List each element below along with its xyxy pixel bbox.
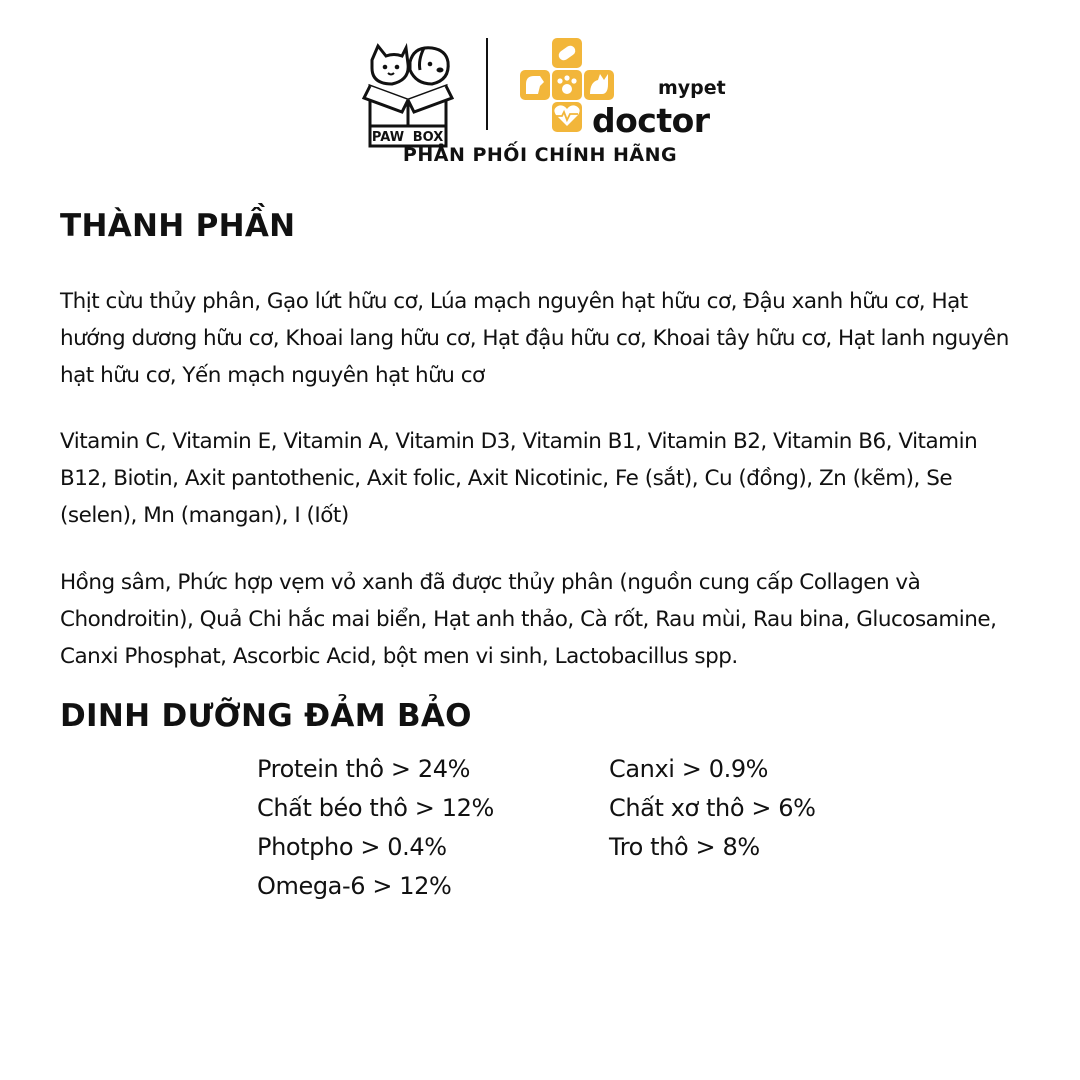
nutrition-item: Chất béo thô > 12% [257,794,494,822]
ingredients-heading: THÀNH PHẦN [60,208,296,244]
nutrition-item: Canxi > 0.9% [609,755,769,783]
pawbox-logo-word-box: BOX [412,130,444,145]
nutrition-item: Photpho > 0.4% [257,833,447,861]
nutrition-item: Protein thô > 24% [257,755,470,783]
distributor-label: PHÂN PHỐI CHÍNH HÃNG [402,144,678,166]
ingredients-paragraph-supplements: Hồng sâm, Phức hợp vẹm vỏ xanh đã được thủy phân (nguồn cung cấp Collagen và Chondroitin), Quả Chi hắc mai biển, Hạt anh thảo, Cà rốt, Rau mùi, Rau bina, Glucosamine, Canxi Phosphat, Ascorbic Acid, bột men vi sinh, Lactobacillus spp. [60,570,997,669]
pawbox-logo [362,40,454,152]
nutrition-item: Omega-6 > 12% [257,872,452,900]
nutrition-item: Chất xơ thô > 6% [609,794,816,822]
nutrition-list-right [609,750,816,867]
ingredients-paragraph-main: Thịt cừu thủy phân, Gạo lứt hữu cơ, Lúa mạch nguyên hạt hữu cơ, Đậu xanh hữu cơ, Hạt hướng dương hữu cơ, Khoai lang hữu cơ, Hạt đậu hữu cơ, Khoai tây hữu cơ, Hạt lanh nguyên hạt hữu cơ, Yến mạch nguyên hạt hữu cơ [60,289,1009,388]
nutrition-list-left [257,750,494,906]
brand-header [0,30,1080,170]
mypet-doctor-logo [518,36,728,136]
nutrition-item: Tro thô > 8% [609,833,760,861]
pawbox-logo-word-paw: PAW [371,130,405,145]
ingredients-paragraph-vitamins: Vitamin C, Vitamin E, Vitamin A, Vitamin D3, Vitamin B1, Vitamin B2, Vitamin B6, Vitamin B12, Biotin, Axit pantothenic, Axit folic, Axit Nicotinic, Fe (sắt), Cu (đồng), Zn (kẽm), Se (selen), Mn (mangan), I (Iốt) [60,429,978,528]
nutrition-heading: DINH DƯỠNG ĐẢM BẢO [60,698,472,734]
logo-divider [486,38,488,130]
logo-word-doctor: doctor [592,101,710,136]
logo-word-mypet: mypet [658,77,726,99]
